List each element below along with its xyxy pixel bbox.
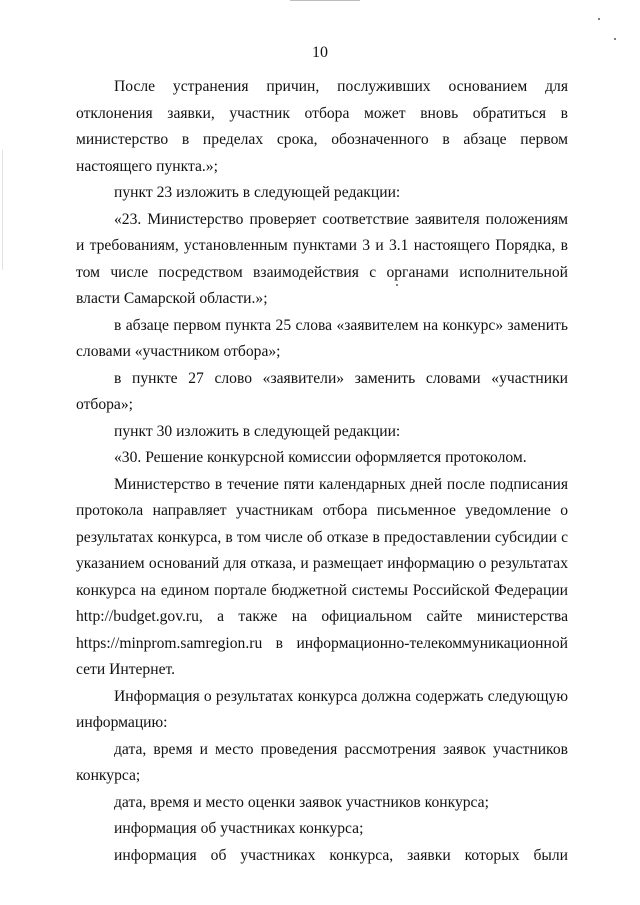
paragraph-11: дата, время и место оценки заявок участников конкурса; <box>114 793 489 811</box>
scan-artifact-top-line <box>290 0 360 1</box>
paragraph-4: в абзаце первом пункта 25 слова «заявителем на конкурс» заменить словами «участником отбора»; <box>76 316 568 360</box>
page-number: 10 <box>312 44 328 61</box>
scan-artifact-dot <box>614 38 616 40</box>
paragraph-1: После устранения причин, послуживших основанием для отклонения заявки, участник отбора может вновь обратиться в министерство в пределах срока, обозначенного в абзаце первом настоящего пункта.»; <box>76 78 568 175</box>
paragraph-3: «23. Министерство проверяет соответствие заявителя положениям и требованиям, установленным пунктами 3 и 3.1 настоящего Порядка, в том числе посредством взаимодействия с органами исполнительной власти Самарской области.»; <box>76 210 568 307</box>
paragraph-2: пункт 23 изложить в следующей редакции: <box>114 184 401 201</box>
document-body <box>76 74 568 869</box>
scan-artifact-left-edge <box>2 150 3 270</box>
scan-artifact-dot <box>598 18 600 20</box>
paragraph-10: дата, время и место проведения рассмотрения заявок участников конкурса; <box>76 740 568 784</box>
paragraph-7: «30. Решение конкурсной комиссии оформляется протоколом. <box>114 449 527 466</box>
paragraph-6: пункт 30 изложить в следующей редакции: <box>114 422 401 440</box>
paragraph-12: информация об участниках конкурса; <box>114 820 364 837</box>
paragraph-9: Информация о результатах конкурса должна содержать следующую информацию: <box>76 687 568 731</box>
paragraph-8: Министерство в течение пяти календарных дней после подписания протокола направляет участникам отбора письменное уведомление о результатах конкурса, в том числе об отказе в предоставлении субсидии с указанием оснований для отказа, и размещает информацию о результатах конкурса на едином портале бюджетной системы Российской Федерации http://budget.gov.ru, а также на официальном сайте министерства https://minprom.samregion.ru в информационно-телекоммуникационной сети Интернет. <box>76 475 568 678</box>
paragraph-5: в пункте 27 слово «заявители» заменить словами «участники отбора»; <box>76 369 568 413</box>
paragraph-13: информация об участниках конкурса, заявки которых были <box>114 846 568 864</box>
